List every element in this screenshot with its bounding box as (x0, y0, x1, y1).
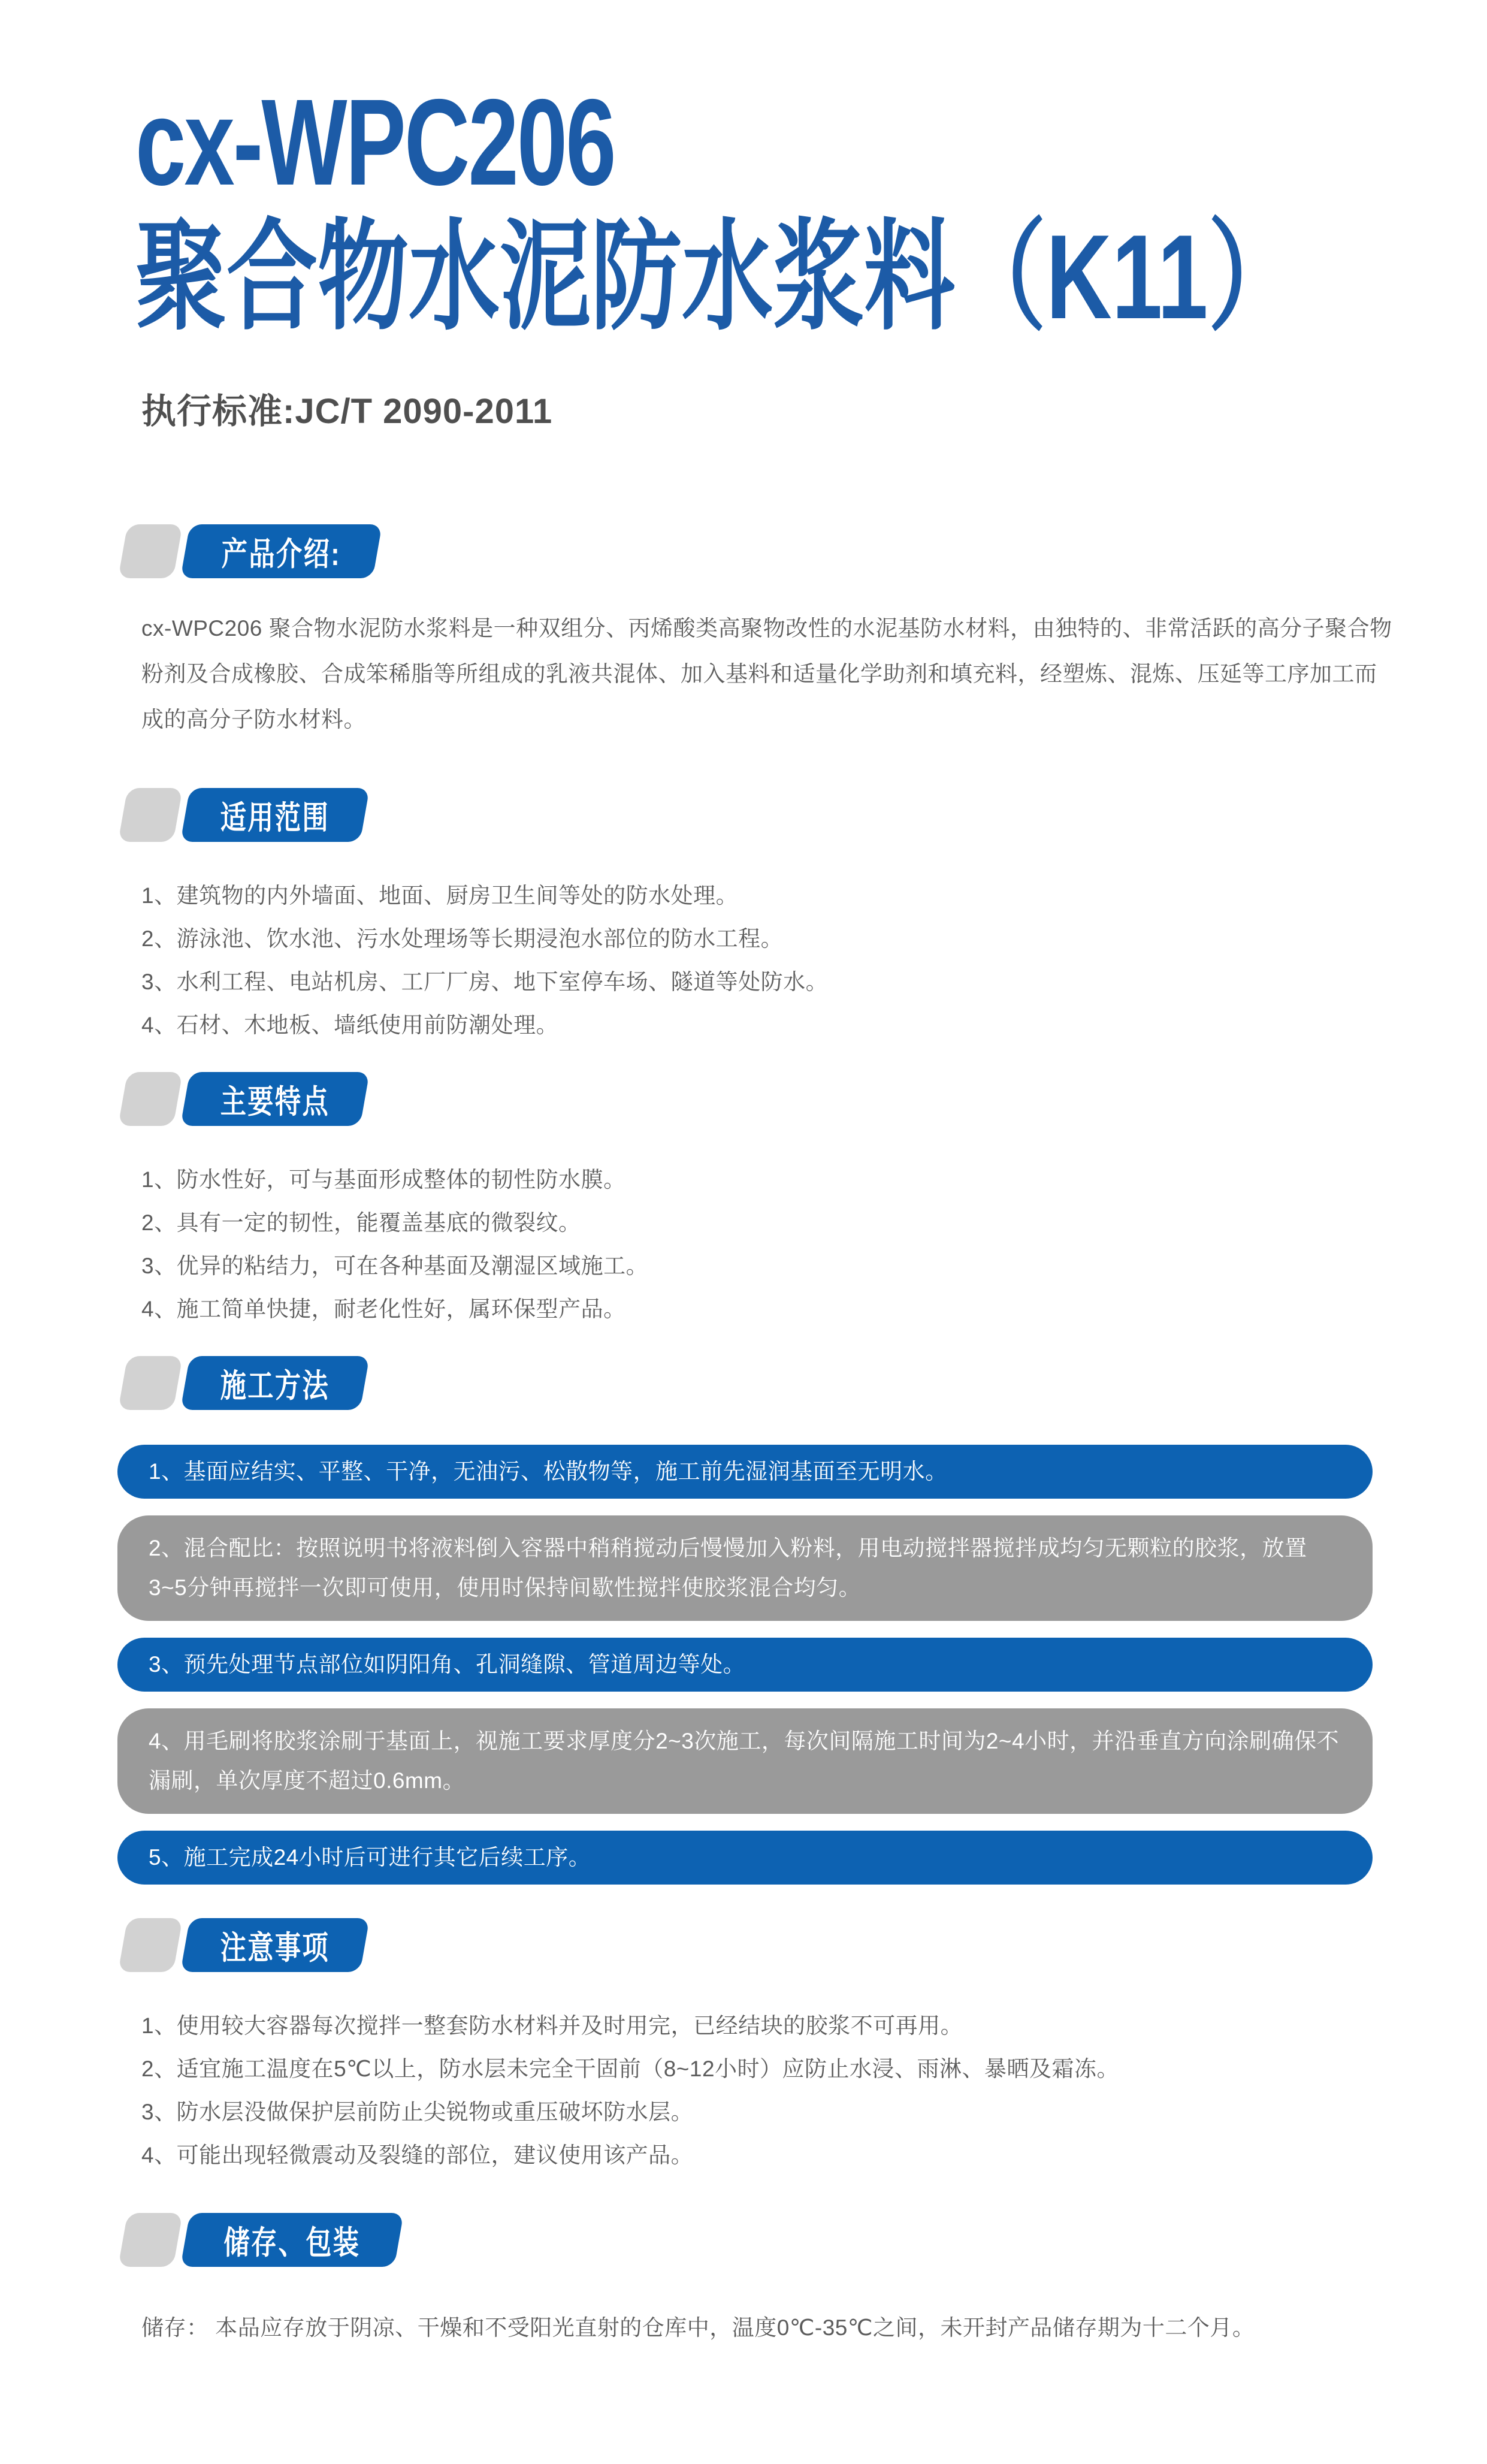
list-item: 2、具有一定的韧性，能覆盖基底的微裂纹。 (141, 1210, 581, 1235)
product-name-title: 聚合物水泥防水浆料（K11） (135, 210, 1299, 344)
method-step-bar: 2、混合配比：按照说明书将液料倒入容器中稍稍搅动后慢慢加入粉料，用电动搅拌器搅拌成均匀无颗粒的胶浆，放置3~5分钟再搅拌一次即可使用，使用时保持间歇性搅拌使胶浆混合均匀。 (117, 1515, 1373, 1621)
section-features-badge-label: 主要特点 (220, 1083, 330, 1120)
section-scope-badge (180, 788, 370, 842)
list-item: 1、防水性好，可与基面形成整体的韧性防水膜。 (141, 1167, 626, 1192)
method-step-bar: 5、施工完成24小时后可进行其它后续工序。 (117, 1831, 1373, 1885)
list-item: 4、施工简单快捷，耐老化性好，属环保型产品。 (141, 1297, 626, 1321)
badge-accent-shape (118, 524, 183, 578)
section-features-badge (180, 1072, 370, 1126)
method-step-bar: 1、基面应结实、平整、干净，无油污、松散物等，施工前先湿润基面至无明水。 (117, 1445, 1373, 1499)
section-features-header (123, 1072, 1487, 1126)
section-method-header (123, 1356, 1487, 1410)
section-scope-header (123, 788, 1487, 842)
section-intro-header (123, 524, 1487, 578)
list-item: 3、防水层没做保护层前防止尖锐物或重压破坏防水层。 (141, 2100, 694, 2124)
section-storage-header (123, 2213, 1487, 2267)
section-method-badge-label: 施工方法 (220, 1367, 330, 1404)
section-notes-badge-label: 注意事项 (220, 1929, 330, 1966)
scope-list (141, 874, 1487, 1047)
section-intro-badge (180, 524, 382, 578)
list-item: 3、水利工程、电站机房、工厂厂房、地下室停车场、隧道等处防水。 (141, 970, 829, 994)
section-method-badge (180, 1356, 370, 1410)
badge-accent-shape (118, 1918, 183, 1972)
standard-line: 执行标准:JC/T 2090-2011 (141, 392, 553, 431)
badge-accent-shape (118, 1072, 183, 1126)
section-notes-header (123, 1918, 1487, 1972)
method-step-bar: 3、预先处理节点部位如阴阳角、孔洞缝隙、管道周边等处。 (117, 1638, 1373, 1692)
section-notes-badge (180, 1918, 370, 1972)
list-item: 2、游泳池、饮水池、污水处理场等长期浸泡水部位的防水工程。 (141, 926, 784, 951)
section-scope-badge-label: 适用范围 (220, 799, 330, 836)
list-item: 3、优异的粘结力，可在各种基面及潮湿区域施工。 (141, 1254, 649, 1278)
section-storage-badge (180, 2213, 404, 2267)
list-item: 1、使用较大容器每次搅拌一整套防水材料并及时用完，已经结块的胶浆不可再用。 (141, 2013, 963, 2038)
features-list (141, 1158, 1487, 1331)
section-method (0, 1356, 1487, 1885)
section-features (0, 1072, 1487, 1331)
storage-paragraph: 储存： 本品应存放于阴凉、干燥和不受阳光直射的仓库中，温度0℃-35℃之间，未开封产品储存期为十二个月。 (141, 2315, 1255, 2340)
intro-paragraph: cx-WPC206 聚合物水泥防水浆料是一种双组分、丙烯酸类高聚物改性的水泥基防水材料，由独特的、非常活跃的高分子聚合物粉剂及合成橡胶、合成笨稀脂等所组成的乳液共混体、加入基料和适量化学助剂和填充料，经塑炼、混炼、压延等工序加工而成的高分子防水材料。 (141, 616, 1392, 732)
method-step-bar: 4、用毛刷将胶浆涂刷于基面上，视施工要求厚度分2~3次施工，每次间隔施工时间为2~4小时，并沿垂直方向涂刷确保不漏刷，单次厚度不超过0.6mm。 (117, 1708, 1373, 1814)
title-block (0, 0, 1487, 345)
badge-accent-shape (118, 788, 183, 842)
list-item: 4、可能出现轻微震动及裂缝的部位，建议使用该产品。 (141, 2143, 694, 2167)
list-item: 2、适宜施工温度在5℃以上，防水层未完全干固前（8~12小时）应防止水浸、雨淋、暴晒及霜冻。 (141, 2057, 1120, 2081)
badge-accent-shape (118, 2213, 183, 2267)
badge-accent-shape (118, 1356, 183, 1410)
list-item: 4、石材、木地板、墙纸使用前防潮处理。 (141, 1013, 559, 1037)
product-code-title: cx-WPC206 (135, 74, 615, 211)
section-storage (0, 2213, 1487, 2351)
section-intro (0, 524, 1487, 742)
section-storage-badge-label: 储存、包装 (223, 2224, 361, 2261)
notes-list (141, 2004, 1487, 2177)
list-item: 1、建筑物的内外墙面、地面、厨房卫生间等处的防水处理。 (141, 883, 739, 908)
method-steps (0, 1445, 1487, 1885)
section-notes (0, 1918, 1487, 2177)
section-intro-badge-label: 产品介绍: (221, 536, 341, 572)
section-scope (0, 788, 1487, 1047)
